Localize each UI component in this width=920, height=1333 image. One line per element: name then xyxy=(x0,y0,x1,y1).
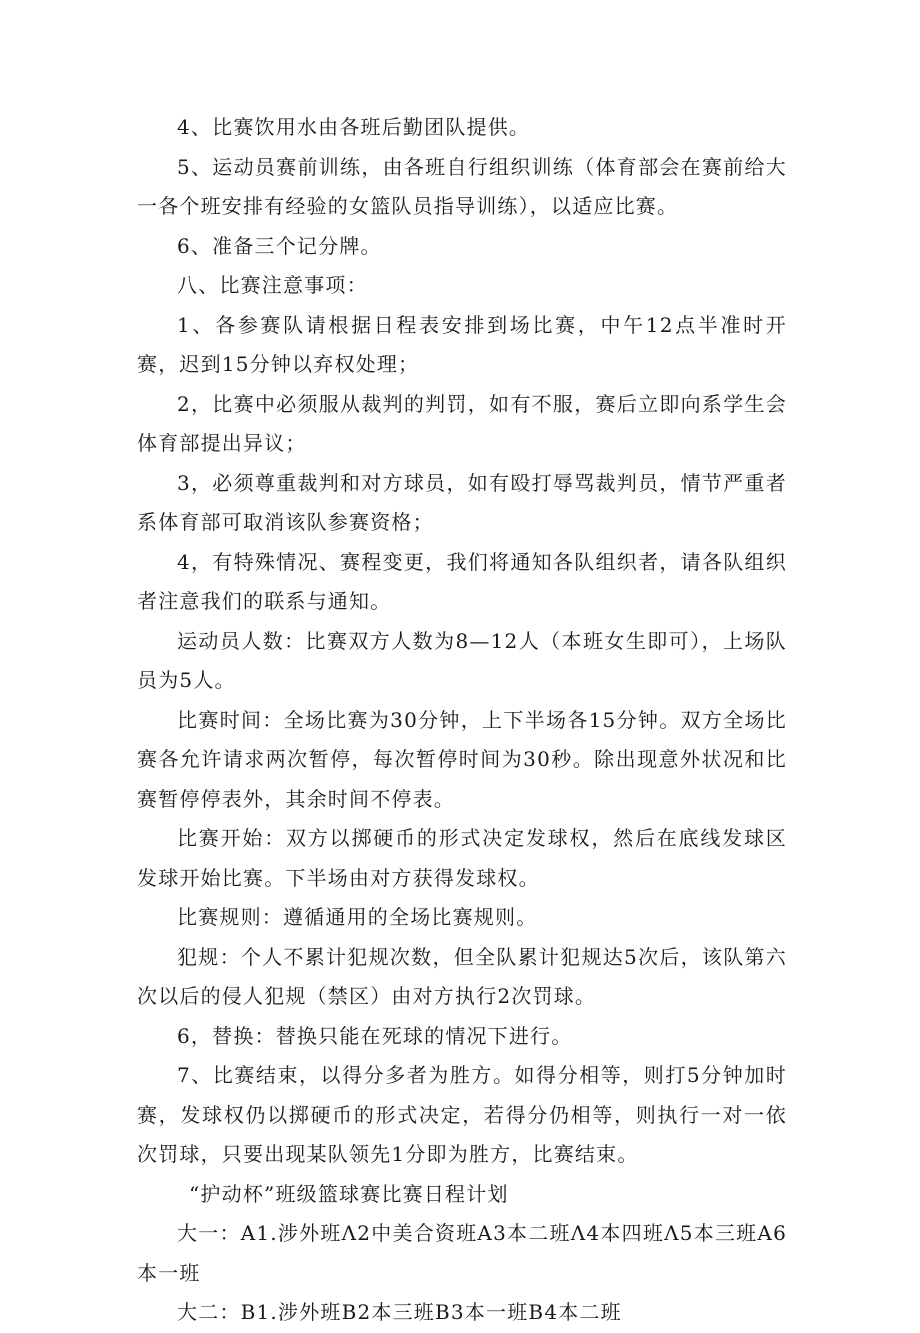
section-heading-notes: 八、比赛注意事项： xyxy=(177,273,368,297)
paragraph-player-count: 运动员人数：比赛双方人数为8—12人（本班女生即可），上场队员为5人。 xyxy=(137,628,787,692)
paragraph-match-time: 比赛时间：全场比赛为30分钟，上下半场各15分钟。双方全场比赛各允许请求两次暂停，每次暂停时间为30秒。除出现意外状况和比赛暂停停表外，其余时间不停表。 xyxy=(137,707,787,811)
paragraph-match-end: 7、比赛结束，以得分多者为胜方。如得分相等，则打5分钟加时赛，发球权仍以掷硬币的形式决定，若得分仍相等，则执行一对一依次罚球，只要出现某队领先1分即为胜方，比赛结束。 xyxy=(137,1063,787,1166)
paragraph-note-4: 4，有特殊情况、赛程变更，我们将通知各队组织者，请各队组织者注意我们的联系与通知。 xyxy=(137,549,787,613)
paragraph-match-start: 比赛开始：双方以掷硬币的形式决定发球权，然后在底线发球区发球开始比赛。下半场由对方获得发球权。 xyxy=(137,826,787,890)
paragraph-rules: 比赛规则：遵循通用的全场比赛规则。 xyxy=(177,905,538,929)
paragraph-note-1: 1、各参赛队请根据日程表安排到场比赛，中午12点半准时开赛，迟到15分钟以弃权处理； xyxy=(137,312,787,376)
schedule-freshman: 大一：A1.涉外班Λ2中美合资班A3本二班Λ4本四班Λ5本三班A6本一班 xyxy=(137,1221,787,1285)
paragraph-water: 4、比赛饮用水由各班后勤团队提供。 xyxy=(177,115,531,139)
schedule-title: “护动杯”班级篮球赛比赛日程计划 xyxy=(189,1181,509,1206)
document-body xyxy=(137,108,787,1333)
paragraph-substitution: 6，替换：替换只能在死球的情况下进行。 xyxy=(177,1023,573,1048)
paragraph-fouls: 犯规：个人不累计犯规次数，但全队累计犯规达5次后，该队第六次以后的侵人犯规（禁区）由对方执行2次罚球。 xyxy=(137,944,787,1008)
paragraph-training: 5、运动员赛前训练，由各班自行组织训练（体育部会在赛前给大一各个班安排有经验的女篮队员指导训练），以适应比赛。 xyxy=(137,154,787,218)
paragraph-note-3: 3，必须尊重裁判和对方球员，如有殴打辱骂裁判员，情节严重者系体育部可取消该队参赛资格； xyxy=(137,470,787,534)
schedule-sophomore: 大二：B1.涉外班B2本三班B3本一班B4本二班 xyxy=(177,1300,622,1324)
paragraph-note-2: 2，比赛中必须服从裁判的判罚，如有不服，赛后立即向系学生会体育部提出异议； xyxy=(137,391,787,455)
paragraph-scoreboards: 6、准备三个记分牌。 xyxy=(177,233,382,258)
